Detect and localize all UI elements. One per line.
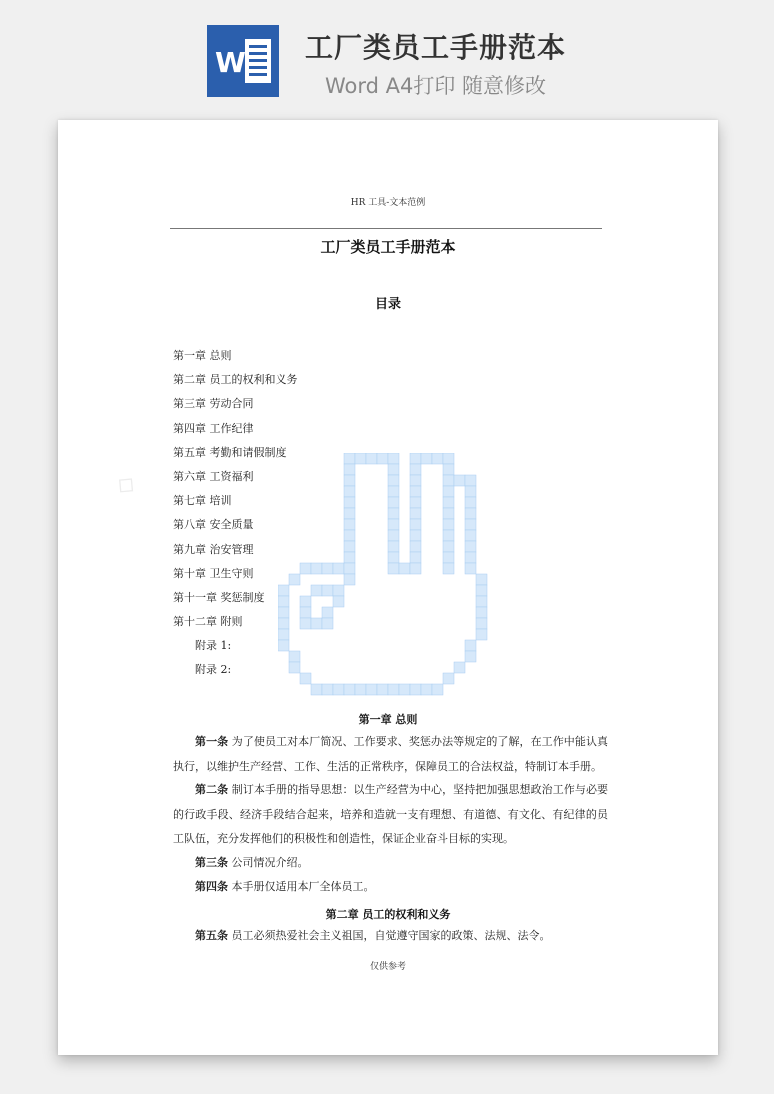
toc-item: 第一章 总则 xyxy=(173,349,232,362)
banner-title: 工厂类员工手册范本 xyxy=(305,31,567,64)
article-1-text: 为了使员工对本厂简况、工作要求、奖惩办法等规定的了解，在工作中能认真执行，以维护生产经营、工作、生活的正常秩序，保障员工的合法权益，特制订本手册。 xyxy=(173,735,609,773)
article-3-label: 第三条 xyxy=(195,856,228,869)
document-title: 工厂类员工手册范本 xyxy=(320,238,456,256)
toc-item: 第八章 安全质量 xyxy=(173,518,254,532)
toc-appendix-item: 附录 2: xyxy=(195,663,232,677)
article-5-label: 第五条 xyxy=(195,929,228,942)
toc-item: 第五章 考勤和请假制度 xyxy=(173,445,287,459)
banner-subtitle: Word A4打印 随意修改 xyxy=(325,74,547,98)
toc-item: 第十一章 奖惩制度 xyxy=(173,591,265,604)
toc-item: 第四章 工作纪律 xyxy=(173,421,254,435)
document-page xyxy=(58,120,718,1055)
toc-appendix-item: 附录 1: xyxy=(195,639,232,652)
article-1-label: 第一条 xyxy=(195,735,229,748)
article-3-text: 公司情况介绍。 xyxy=(231,856,309,869)
toc-item: 第三章 劳动合同 xyxy=(173,397,254,411)
article-1 xyxy=(173,730,608,779)
banner xyxy=(0,0,774,120)
svg-text:W: W xyxy=(215,46,246,79)
chapter-1-heading: 第一章 总则 xyxy=(358,713,418,726)
article-2-label: 第二条 xyxy=(195,783,229,796)
hand-watermark-icon xyxy=(278,453,493,753)
word-icon xyxy=(207,25,279,97)
article-2-text: 制订本手册的指导思想：以生产经营为中心，坚持把加强思想政治工作与必要的行政手段、经济手段结合起来，培养和造就一支有理想、有道德、有文化、有纪律的员工队伍，充分发挥他们的积极性和创造性，保证企业奋斗目标的实现。 xyxy=(173,783,609,845)
toc-item: 第九章 治安管理 xyxy=(173,542,254,556)
article-3 xyxy=(173,851,608,876)
page-header: HR 工具-文本范例 xyxy=(350,198,426,208)
toc-item: 第六章 工资福利 xyxy=(173,470,254,483)
header-rule xyxy=(170,228,602,229)
article-4-label: 第四条 xyxy=(195,880,228,893)
toc-item: 第二章 员工的权利和义务 xyxy=(173,373,298,387)
watermark-text-icon: ◇ xyxy=(111,467,144,501)
article-5 xyxy=(173,924,608,949)
toc-title: 目录 xyxy=(374,297,401,312)
article-4-text: 本手册仅适用本厂全体员工。 xyxy=(231,880,375,893)
page-footer: 仅供参考 xyxy=(369,962,406,972)
toc-item: 第十二章 附则 xyxy=(173,615,243,629)
chapter-2-heading: 第二章 员工的权利和义务 xyxy=(325,908,451,921)
article-2 xyxy=(173,778,608,852)
article-5-text: 员工必须热爱社会主义祖国，自觉遵守国家的政策、法规、法令。 xyxy=(231,929,551,942)
toc-item: 第七章 培训 xyxy=(173,494,232,508)
article-4 xyxy=(173,875,608,900)
toc-item: 第十章 卫生守则 xyxy=(173,566,254,580)
